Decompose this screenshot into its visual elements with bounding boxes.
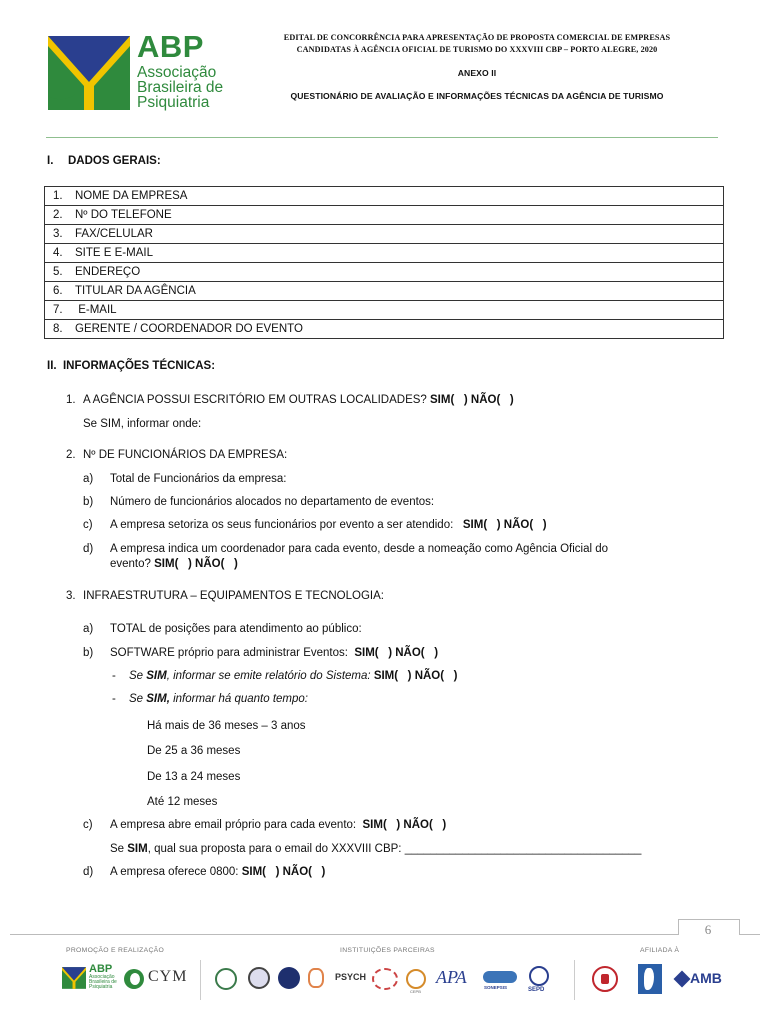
q3a-text: TOTAL de posições para atendimento ao público: xyxy=(110,623,362,635)
q2d-text: A empresa indica um coordenador para cada evento, desde a nomeação como Agência Oficial do xyxy=(110,543,609,555)
q2a-text: Total de Funcionários da empresa: xyxy=(110,473,287,485)
q3c-sub[interactable]: Se SIM, qual sua proposta para o email do XXXVIII CBP: _____________________________________ xyxy=(110,843,642,855)
americas-logo-icon xyxy=(638,964,662,994)
q3-title: INFRAESTRUTURA – EQUIPAMENTOS E TECNOLOGIA: xyxy=(83,590,384,602)
time-option[interactable]: De 25 a 36 meses xyxy=(147,745,241,757)
amb-logo-icon xyxy=(674,971,691,988)
edital-line-2: CANDIDATAS À AGÊNCIA OFICIAL DE TURISMO DO XXXVIII CBP – PORTO ALEGRE, 2020 xyxy=(296,45,658,54)
abp-logo-mark xyxy=(48,36,130,110)
q2d-letter: d) xyxy=(83,543,94,555)
time-option[interactable]: Até 12 meses xyxy=(147,796,218,808)
q2d-line2: evento? SIM( ) NÃO( ) xyxy=(110,558,238,570)
sepd-logo: SEPD xyxy=(528,987,545,993)
partners-label: INSTITUIÇÕES PARCEIRAS xyxy=(340,947,435,954)
sepd-logo-icon xyxy=(529,966,549,986)
q3c-line: A empresa abre email próprio para cada evento: SIM( ) NÃO( ) xyxy=(110,819,447,831)
affiliate-label: AFILIADA À xyxy=(640,947,680,954)
promo-label: PROMOÇÃO E REALIZAÇÃO xyxy=(66,947,165,954)
q3b-dash2: - xyxy=(112,693,116,705)
anexo-title: ANEXO II xyxy=(457,68,497,78)
table-row[interactable]: 8. GERENTE / COORDENADOR DO EVENTO xyxy=(45,320,724,339)
table-row[interactable]: 7. E-MAIL xyxy=(45,301,724,320)
section2-title: II. INFORMAÇÕES TÉCNICAS: xyxy=(47,360,216,372)
q1-number: 1. xyxy=(66,394,76,406)
q3b-line: SOFTWARE próprio para administrar Eventos: SIM( ) NÃO( ) xyxy=(110,647,439,659)
psych-logo: PSYCH xyxy=(335,972,367,982)
section1-title: DADOS GERAIS: xyxy=(68,155,161,167)
partner-logo-icon xyxy=(308,968,324,988)
partner-logo-icon xyxy=(215,968,237,990)
q2c-line: A empresa setoriza os seus funcionários por evento a ser atendido: SIM( ) NÃO( ) xyxy=(110,519,547,531)
q3d-line: A empresa oferece 0800: SIM( ) NÃO( ) xyxy=(110,866,326,878)
q2-number: 2. xyxy=(66,449,76,461)
cepb-logo: CEPB xyxy=(410,989,421,994)
table-row[interactable]: 6. TITULAR DA AGÊNCIA xyxy=(45,282,724,301)
table-row[interactable]: 4. SITE E E-MAIL xyxy=(45,244,724,263)
partner-logo-icon xyxy=(406,969,426,989)
questionario-title: QUESTIONÁRIO DE AVALIAÇÃO E INFORMAÇÕES TÉCNICAS DA AGÊNCIA DE TURISMO xyxy=(290,91,664,101)
q3d-letter: d) xyxy=(83,866,94,878)
table-row[interactable]: 5. ENDEREÇO xyxy=(45,263,724,282)
q3-number: 3. xyxy=(66,590,76,602)
q3a-letter: a) xyxy=(83,623,94,635)
abp-small-logo-text: ABP Associação Brasileira de Psiquiatria xyxy=(89,963,117,990)
sonepsis-logo: SONEPSIS xyxy=(484,985,508,990)
affiliate-logo-icon xyxy=(592,966,618,992)
q3c-letter: c) xyxy=(83,819,93,831)
section1-number: I. xyxy=(47,155,54,167)
time-option[interactable]: De 13 a 24 meses xyxy=(147,771,241,783)
q2a-letter: a) xyxy=(83,473,94,485)
q1-sub: Se SIM, informar onde: xyxy=(83,418,202,430)
partner-logo-icon xyxy=(248,967,270,989)
sonepsis-logo-icon xyxy=(483,971,517,983)
table-row[interactable]: 1. NOME DA EMPRESA xyxy=(45,187,724,206)
footer-separator xyxy=(200,960,201,1000)
partner-logo-icon xyxy=(372,968,398,990)
edital-line-1: EDITAL DE CONCORRÊNCIA PARA APRESENTAÇÃO DE PROPOSTA COMERCIAL DE EMPRESAS xyxy=(283,33,671,42)
q3b-dash1: - xyxy=(112,670,116,682)
dados-gerais-table xyxy=(44,186,724,339)
header-divider xyxy=(46,137,718,138)
amb-logo: AMB xyxy=(690,970,722,986)
footer-separator xyxy=(574,960,575,1000)
apa-logo: APA xyxy=(436,967,467,987)
abp-small-logo-icon xyxy=(62,966,86,990)
table-row[interactable]: 3. FAX/CELULAR xyxy=(45,225,724,244)
abp-logo-text: ABP Associação Brasileira de Psiquiatria xyxy=(137,29,224,111)
time-option[interactable]: Há mais de 36 meses – 3 anos xyxy=(147,720,306,732)
table-row[interactable]: 2. Nº DO TELEFONE xyxy=(45,206,724,225)
q1-line: A AGÊNCIA POSSUI ESCRITÓRIO EM OUTRAS LOCALIDADES? SIM( ) NÃO( ) xyxy=(83,394,514,406)
page-number: 6 xyxy=(704,922,712,937)
q2b-text: Número de funcionários alocados no departamento de eventos: xyxy=(110,496,435,508)
footer-divider xyxy=(10,934,760,935)
cym-logo-text: CYM xyxy=(148,968,188,985)
partner-logo-icon xyxy=(278,967,300,989)
q3b-dash2-text: Se SIM, informar há quanto tempo: xyxy=(129,693,308,705)
q3b-dash1-text: Se SIM, informar se emite relatório do Sistema: SIM( ) NÃO( ) xyxy=(129,670,458,682)
q2-title: Nº DE FUNCIONÁRIOS DA EMPRESA: xyxy=(83,449,288,461)
cym-logo-icon xyxy=(124,969,144,989)
q2b-letter: b) xyxy=(83,496,94,508)
q2c-letter: c) xyxy=(83,519,93,531)
q3b-letter: b) xyxy=(83,647,94,659)
